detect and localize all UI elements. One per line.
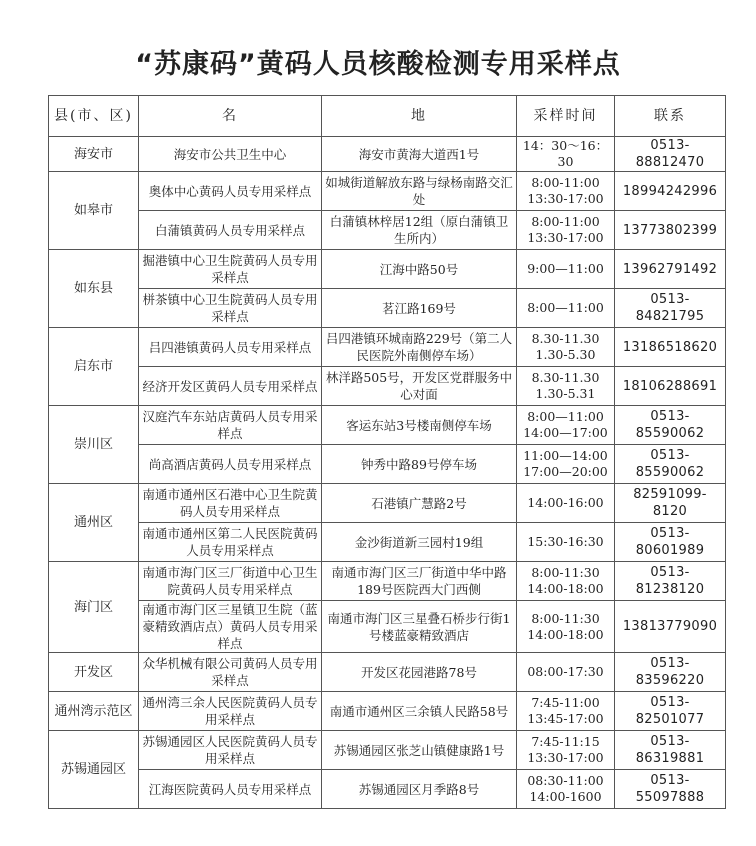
cell-address: 林洋路505号，开发区党群服务中心对面 — [322, 367, 517, 406]
cell-time: 14:00-16:00 — [517, 484, 615, 523]
cell-county: 启东市 — [49, 328, 139, 406]
table-row — [49, 731, 726, 770]
cell-county: 如东县 — [49, 250, 139, 328]
cell-site-name: 吕四港镇黄码人员专用采样点 — [139, 328, 322, 367]
cell-phone: 0513-55097888 — [615, 770, 726, 809]
cell-address: 苏锡通园区张芝山镇健康路1号 — [322, 731, 517, 770]
table-row — [49, 445, 726, 484]
cell-county: 如皋市 — [49, 172, 139, 250]
cell-time: 8:00-11:00 13:30-17:00 — [517, 172, 615, 211]
cell-time: 15:30-16:30 — [517, 523, 615, 562]
cell-phone: 0513-84821795 — [615, 289, 726, 328]
cell-county: 通州湾示范区 — [49, 692, 139, 731]
cell-phone: 13773802399 — [615, 211, 726, 250]
cell-site-name: 江海医院黄码人员专用采样点 — [139, 770, 322, 809]
cell-address: 苏锡通园区月季路8号 — [322, 770, 517, 809]
cell-site-name: 南通市海门区三厂街道中心卫生院黄码人员专用采样点 — [139, 562, 322, 601]
cell-site-name: 众华机械有限公司黄码人员专用采样点 — [139, 653, 322, 692]
cell-county: 海安市 — [49, 137, 139, 172]
cell-phone: 0513-83596220 — [615, 653, 726, 692]
cell-phone: 13813779090 — [615, 601, 726, 653]
cell-address: 金沙街道新三园村19组 — [322, 523, 517, 562]
cell-site-name: 南通市海门区三星镇卫生院（蓝豪精致酒店点）黄码人员专用采样点 — [139, 601, 322, 653]
cell-time: 7:45-11:15 13:30-17:00 — [517, 731, 615, 770]
cell-address: 钟秀中路89号停车场 — [322, 445, 517, 484]
table-row — [49, 692, 726, 731]
cell-phone: 0513-85590062 — [615, 445, 726, 484]
cell-site-name: 苏锡通园区人民医院黄码人员专用采样点 — [139, 731, 322, 770]
cell-time: 8:00—11:00 14:00—17:00 — [517, 406, 615, 445]
table-row — [49, 562, 726, 601]
cell-phone: 0513-86319881 — [615, 731, 726, 770]
cell-address: 开发区花园港路78号 — [322, 653, 517, 692]
cell-county: 苏锡通园区 — [49, 731, 139, 809]
cell-address: 客运东站3号楼南侧停车场 — [322, 406, 517, 445]
page-title: “苏康码”黄码人员核酸检测专用采样点 — [135, 49, 621, 80]
cell-site-name: 奥体中心黄码人员专用采样点 — [139, 172, 322, 211]
table-row — [49, 250, 726, 289]
table-row — [49, 172, 726, 211]
header-time: 采样时间 — [517, 96, 615, 137]
cell-phone: 18994242996 — [615, 172, 726, 211]
cell-site-name: 南通市通州区第二人民医院黄码人员专用采样点 — [139, 523, 322, 562]
cell-time: 8:00—11:00 — [517, 289, 615, 328]
cell-phone: 0513-81238120 — [615, 562, 726, 601]
table-row — [49, 523, 726, 562]
header-address: 地 — [322, 96, 517, 137]
sampling-site-table — [48, 95, 726, 809]
cell-county: 海门区 — [49, 562, 139, 653]
cell-time: 14：30～16：30 — [517, 137, 615, 172]
cell-site-name: 通州湾三余人民医院黄码人员专用采样点 — [139, 692, 322, 731]
cell-address: 如城街道解放东路与绿杨南路交汇处 — [322, 172, 517, 211]
cell-phone: 82591099-8120 — [615, 484, 726, 523]
table-row — [49, 137, 726, 172]
cell-site-name: 南通市通州区石港中心卫生院黄码人员专用采样点 — [139, 484, 322, 523]
table-row — [49, 406, 726, 445]
cell-site-name: 经济开发区黄码人员专用采样点 — [139, 367, 322, 406]
cell-phone: 0513-88812470 — [615, 137, 726, 172]
cell-time: 8:00-11:30 14:00-18:00 — [517, 601, 615, 653]
table-row — [49, 601, 726, 653]
cell-address: 石港镇广慧路2号 — [322, 484, 517, 523]
table-row — [49, 367, 726, 406]
cell-time: 9:00—11:00 — [517, 250, 615, 289]
header-phone: 联系 — [615, 96, 726, 137]
cell-address: 吕四港镇环城南路229号（第二人民医院外南侧停车场） — [322, 328, 517, 367]
cell-phone: 0513-82501077 — [615, 692, 726, 731]
cell-phone: 18106288691 — [615, 367, 726, 406]
header-county: 县(市、区) — [49, 96, 139, 137]
cell-site-name: 栟茶镇中心卫生院黄码人员专用采样点 — [139, 289, 322, 328]
cell-site-name: 白蒲镇黄码人员专用采样点 — [139, 211, 322, 250]
table-row — [49, 770, 726, 809]
cell-address: 江海中路50号 — [322, 250, 517, 289]
cell-time: 8.30-11.30 1.30-5.30 — [517, 328, 615, 367]
table-row — [49, 653, 726, 692]
cell-county: 开发区 — [49, 653, 139, 692]
table-row — [49, 289, 726, 328]
cell-address: 南通市通州区三余镇人民路58号 — [322, 692, 517, 731]
cell-phone: 13962791492 — [615, 250, 726, 289]
cell-site-name: 汉庭汽车东站店黄码人员专用采样点 — [139, 406, 322, 445]
cell-time: 8:00-11:30 14:00-18:00 — [517, 562, 615, 601]
cell-time: 08:00-17:30 — [517, 653, 615, 692]
table-row — [49, 211, 726, 250]
cell-address: 海安市黄海大道西1号 — [322, 137, 517, 172]
cell-address: 茗江路169号 — [322, 289, 517, 328]
cell-phone: 13186518620 — [615, 328, 726, 367]
table-row — [49, 484, 726, 523]
cell-address: 南通市海门区三星叠石桥步行街1号楼蓝豪精致酒店 — [322, 601, 517, 653]
cell-time: 7:45-11:00 13:45-17:00 — [517, 692, 615, 731]
cell-county: 崇川区 — [49, 406, 139, 484]
cell-site-name: 掘港镇中心卫生院黄码人员专用采样点 — [139, 250, 322, 289]
table-header-row — [49, 96, 726, 137]
cell-time: 8:00-11:00 13:30-17:00 — [517, 211, 615, 250]
header-name: 名 — [139, 96, 322, 137]
cell-site-name: 海安市公共卫生中心 — [139, 137, 322, 172]
cell-address: 南通市海门区三厂街道中华中路189号医院西大门西侧 — [322, 562, 517, 601]
cell-site-name: 尚高酒店黄码人员专用采样点 — [139, 445, 322, 484]
cell-time: 8.30-11.30 1.30-5.31 — [517, 367, 615, 406]
cell-time: 08:30-11:00 14:00-1600 — [517, 770, 615, 809]
cell-time: 11:00—14:00 17:00—20:00 — [517, 445, 615, 484]
cell-address: 白蒲镇林梓居12组（原白蒲镇卫生所内） — [322, 211, 517, 250]
cell-county: 通州区 — [49, 484, 139, 562]
table-row — [49, 328, 726, 367]
cell-phone: 0513-85590062 — [615, 406, 726, 445]
cell-phone: 0513-80601989 — [615, 523, 726, 562]
